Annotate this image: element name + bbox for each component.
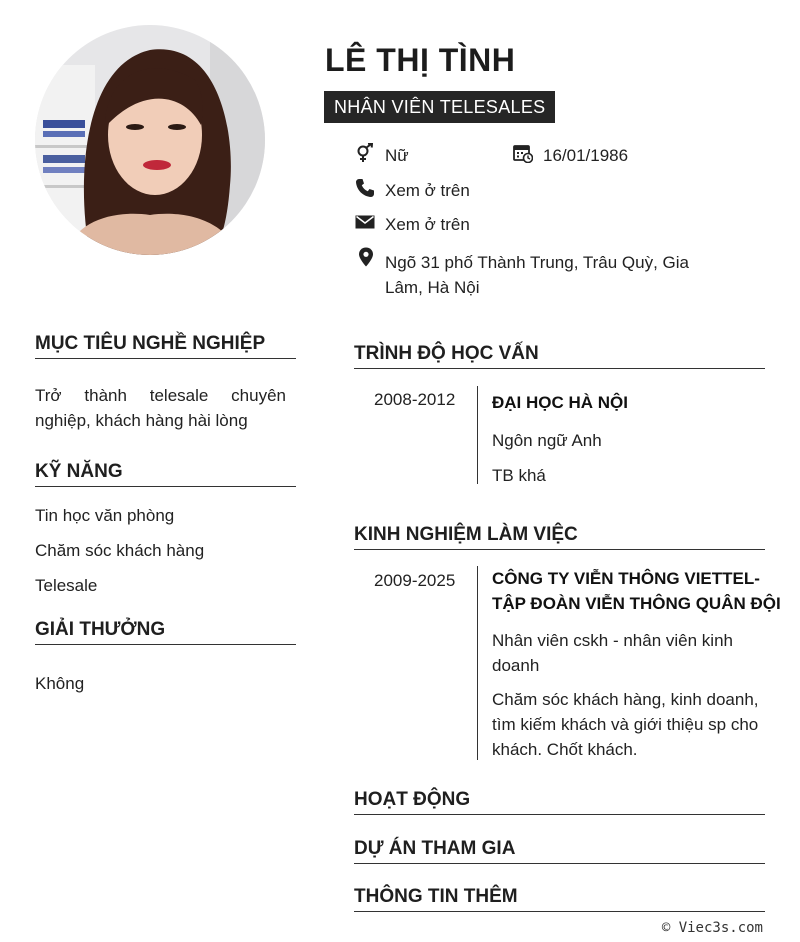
experience-period: 2009-2025 (374, 571, 456, 590)
birthday-value: 16/01/1986 (543, 146, 629, 165)
experience-timeline-line (477, 566, 478, 760)
watermark: © Viec3s.com (661, 920, 763, 936)
experience-role (492, 628, 733, 678)
mail-icon (355, 212, 375, 237)
objective-heading: MỤC TIÊU NGHỀ NGHIỆP (35, 333, 296, 359)
role-line-1: Nhân viên cskh - nhân viên kinh (492, 631, 733, 650)
education-period: 2008-2012 (374, 390, 456, 409)
email-value: Xem ở trên (385, 215, 470, 234)
location-pin-icon (356, 247, 376, 272)
company-line-1: CÔNG TY VIỄN THÔNG VIETTEL- (492, 569, 760, 588)
candidate-name: LÊ THỊ TÌNH (325, 42, 516, 78)
skill-item: Chăm sóc khách hàng (35, 541, 205, 560)
calendar-icon (513, 143, 533, 168)
job-title-badge: NHÂN VIÊN TELESALES (324, 91, 555, 123)
education-heading: TRÌNH ĐỘ HỌC VẤN (354, 343, 765, 369)
experience-heading: KINH NGHIỆM LÀM VIỆC (354, 524, 765, 550)
gender-value: Nữ (385, 146, 409, 165)
objective-line-1: Trở thành telesale chuyên (35, 386, 286, 405)
more-info-heading: THÔNG TIN THÊM (354, 886, 765, 912)
address-line-2: Lâm, Hà Nội (385, 278, 480, 297)
awards-text: Không (35, 674, 85, 693)
company-line-2: TẬP ĐOÀN VIỄN THÔNG QUÂN ĐỘI (492, 594, 781, 613)
address-value (385, 250, 689, 300)
skill-item: Tin học văn phòng (35, 506, 175, 525)
address-line-1: Ngõ 31 phố Thành Trung, Trâu Quỳ, Gia (385, 253, 689, 272)
skills-heading: KỸ NĂNG (35, 461, 296, 487)
activities-heading: HOẠT ĐỘNG (354, 789, 765, 815)
gender-icon (355, 143, 375, 168)
avatar-illustration (35, 25, 265, 255)
phone-value: Xem ở trên (385, 181, 470, 200)
desc-line-3: khách. Chốt khách. (492, 740, 638, 759)
profile-photo (35, 25, 265, 255)
phone-icon (355, 178, 375, 203)
education-grade: TB khá (492, 466, 546, 485)
desc-line-1: Chăm sóc khách hàng, kinh doanh, (492, 690, 759, 709)
experience-company (492, 566, 781, 616)
education-major: Ngôn ngữ Anh (492, 431, 602, 450)
education-school: ĐẠI HỌC HÀ NỘI (492, 393, 628, 412)
education-timeline-line (477, 386, 478, 484)
role-line-2: doanh (492, 656, 540, 675)
experience-description (492, 687, 759, 762)
objective-line-2: nghiệp, khách hàng hài lòng (35, 411, 248, 430)
objective-text (35, 383, 286, 433)
projects-heading: DỰ ÁN THAM GIA (354, 838, 765, 864)
awards-heading: GIẢI THƯỞNG (35, 619, 296, 645)
desc-line-2: tìm kiếm khách và giới thiệu sp cho (492, 715, 759, 734)
skill-item: Telesale (35, 576, 98, 595)
